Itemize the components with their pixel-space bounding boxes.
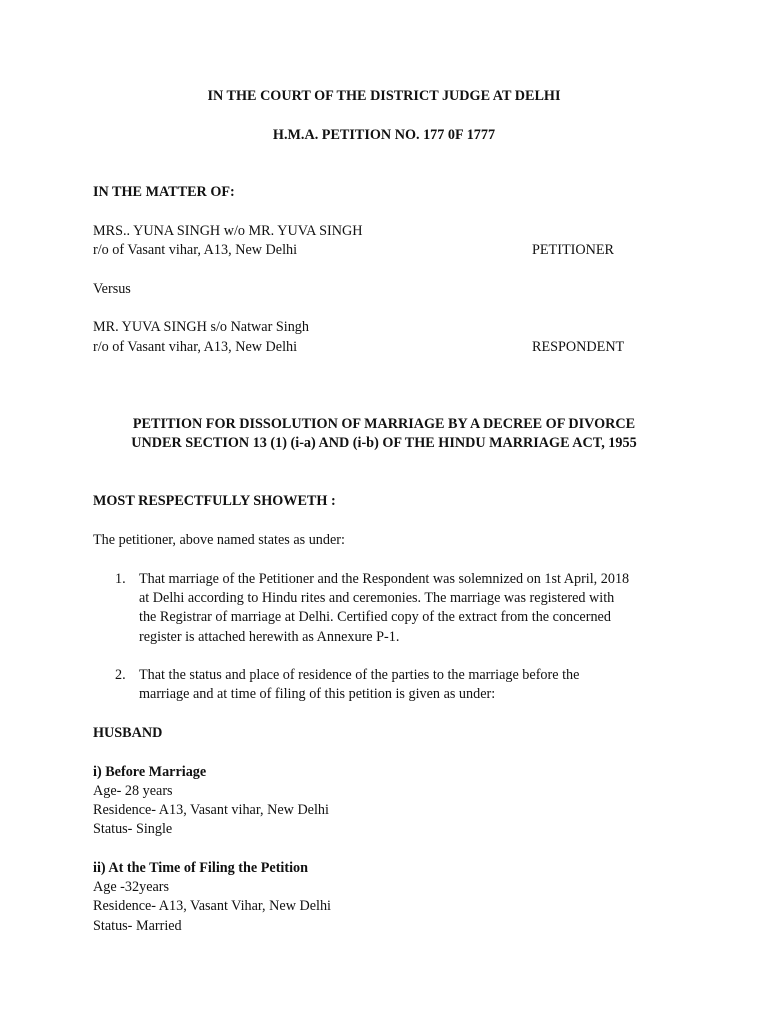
versus-text: Versus — [93, 281, 131, 297]
item-number: 2. — [115, 667, 126, 683]
petitioner-role: PETITIONER — [532, 242, 614, 258]
petitioner-name: MRS.. YUNA SINGH w/o MR. YUVA SINGH — [93, 223, 363, 239]
before-status: Status- Single — [93, 821, 173, 837]
filing-age: Age -32years — [93, 879, 170, 895]
item-1-line-1: That marriage of the Petitioner and the Respondent was solemnized on 1st April, 2018 — [139, 571, 630, 587]
before-marriage-heading: i) Before Marriage — [93, 764, 207, 780]
respondent-role: RESPONDENT — [532, 339, 625, 355]
intro-text: The petitioner, above named states as under: — [93, 532, 345, 548]
item-2-line-2: marriage and at time of filing of this petition is given as under: — [139, 686, 496, 702]
petition-title-line-2: UNDER SECTION 13 (1) (i-a) AND (i-b) OF THE HINDU MARRIAGE ACT, 1955 — [131, 435, 637, 451]
item-1-line-3: the Registrar of marriage at Delhi. Certified copy of the extract from the concerned — [139, 609, 611, 625]
item-1-line-2: at Delhi according to Hindu rites and ceremonies. The marriage was registered with — [139, 590, 615, 606]
matter-heading: IN THE MATTER OF: — [93, 184, 235, 200]
filing-residence: Residence- A13, Vasant Vihar, New Delhi — [93, 898, 332, 914]
husband-heading: HUSBAND — [93, 725, 163, 741]
filing-heading: ii) At the Time of Filing the Petition — [93, 860, 309, 876]
item-number: 1. — [115, 571, 126, 587]
filing-status: Status- Married — [93, 918, 182, 934]
before-age: Age- 28 years — [93, 783, 173, 799]
item-1-line-4: register is attached herewith as Annexure P-1. — [139, 629, 400, 645]
item-2-line-1: That the status and place of residence of the parties to the marriage before the — [139, 667, 580, 683]
respondent-name: MR. YUVA SINGH s/o Natwar Singh — [93, 319, 309, 335]
petitioner-address: r/o of Vasant vihar, A13, New Delhi — [93, 242, 298, 258]
petition-title-line-1: PETITION FOR DISSOLUTION OF MARRIAGE BY A DECREE OF DIVORCE — [132, 416, 636, 432]
petition-number: H.M.A. PETITION NO. 177 0F 1777 — [272, 127, 496, 143]
before-residence: Residence- A13, Vasant vihar, New Delhi — [93, 802, 329, 818]
court-title: IN THE COURT OF THE DISTRICT JUDGE AT DELHI — [207, 88, 561, 104]
respondent-address: r/o of Vasant vihar, A13, New Delhi — [93, 339, 298, 355]
showeth-heading: MOST RESPECTFULLY SHOWETH : — [93, 493, 336, 509]
